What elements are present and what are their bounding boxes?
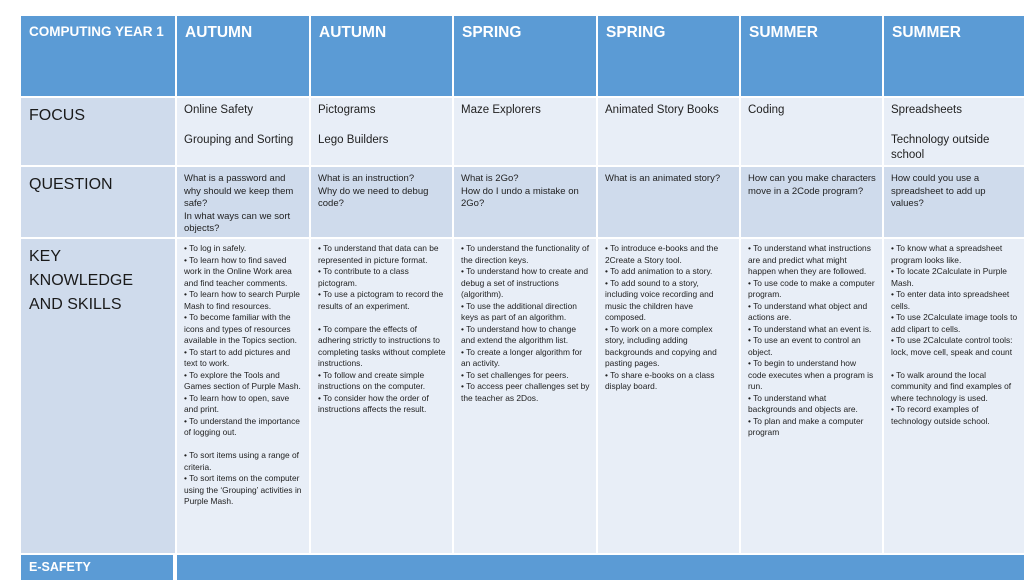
- term-heading: SUMMER: [884, 16, 1024, 96]
- cell-line: • To use 2Calculate control tools: lock, move cell, speak and count: [891, 335, 1013, 357]
- cell-line: • To learn how to search Purple Mash to find resources.: [184, 289, 300, 311]
- cell-line: • To understand the importance of logging out.: [184, 415, 300, 437]
- cell-line: • To access peer challenges set by the teacher as 2Dos.: [461, 381, 590, 403]
- line-spacer: [891, 358, 1019, 370]
- cell-line: • To consider how the order of instructions affects the result.: [318, 392, 429, 414]
- cell-line: What is an animated story?: [605, 173, 721, 184]
- knowledge-cell: [311, 239, 452, 553]
- cell-line: What is an instruction?: [318, 173, 415, 184]
- cell-line: Online Safety: [184, 104, 254, 116]
- knowledge-cell: [884, 239, 1024, 553]
- question-cell: [741, 167, 882, 237]
- cell-line: Coding: [748, 104, 785, 116]
- curriculum-table: [21, 16, 1018, 574]
- cell-line: • To log in safely.: [184, 243, 247, 253]
- cell-line: • To use the additional direction keys as part of an algorithm.: [461, 300, 577, 322]
- cell-line: • To understand what backgrounds and objects are.: [748, 392, 858, 414]
- cell-line: What is a password and why should we keep them safe?: [184, 173, 294, 210]
- focus-cell: [311, 98, 452, 165]
- cell-line: • To add animation to a story.: [605, 266, 713, 276]
- cell-line: • To explore the Tools and Games section of Purple Mash.: [184, 369, 301, 391]
- cell-line: • To sort items using a range of criteria.: [184, 450, 299, 472]
- cell-line: • To learn how to find saved work in the Online Work area and find teacher comments.: [184, 254, 292, 288]
- cell-line: • To enter data into spreadsheet cells.: [891, 289, 1010, 311]
- knowledge-cell: [741, 239, 882, 553]
- cell-line: • To understand how to create and debug a set of instructions (algorithm).: [461, 266, 589, 299]
- cell-line: Lego Builders: [318, 134, 389, 146]
- term-heading: SPRING: [598, 16, 739, 96]
- cell-line: • To create a longer algorithm for an activity.: [461, 346, 583, 368]
- focus-cell: [884, 98, 1024, 165]
- knowledge-cell: [598, 239, 739, 553]
- cell-line: Maze Explorers: [461, 104, 541, 116]
- line-spacer: [318, 312, 446, 324]
- cell-line: • To become familiar with the icons and types of resources available in the Topics section.: [184, 312, 297, 345]
- question-cell: [177, 167, 309, 237]
- corner-heading: COMPUTING YEAR 1: [21, 16, 175, 96]
- cell-line: How could you use a spreadsheet to add up values?: [891, 173, 986, 210]
- focus-cell: [177, 98, 309, 165]
- cell-line: • To follow and create simple instructions on the computer.: [318, 369, 426, 391]
- cell-line: • To walk around the local community and find examples of where technology is used.: [891, 369, 1012, 403]
- focus-cell: [741, 98, 882, 165]
- row-label-question: QUESTION: [21, 167, 175, 237]
- cell-line: • To plan and make a computer program: [748, 415, 864, 437]
- esafety-band: [177, 555, 1024, 580]
- question-cell: [884, 167, 1024, 237]
- cell-line: • To introduce e-books and the 2Create a Story tool.: [605, 243, 719, 265]
- question-cell: [311, 167, 452, 237]
- cell-line: • To use an event to control an object.: [748, 335, 861, 357]
- term-heading: AUTUMN: [311, 16, 452, 96]
- cell-line: Pictograms: [318, 104, 376, 116]
- question-cell: [454, 167, 596, 237]
- knowledge-cell: [454, 239, 596, 553]
- line-spacer: [184, 439, 303, 451]
- cell-line: What is 2Go?: [461, 173, 519, 184]
- question-cell: [598, 167, 739, 237]
- cell-line: • To learn how to open, save and print.: [184, 392, 290, 414]
- row-label-esafety: E-SAFETY: [21, 555, 175, 580]
- cell-line: Animated Story Books: [605, 104, 719, 116]
- cell-line: • To understand what instructions are and predict what might happen when they are followed.: [748, 243, 871, 276]
- cell-line: • To locate 2Calculate in Purple Mash.: [891, 266, 1007, 288]
- cell-line: • To begin to understand how code executes when a program is run.: [748, 358, 874, 391]
- cell-line: • To start to add pictures and text to work.: [184, 346, 291, 368]
- cell-line: Why do we need to debug code?: [318, 185, 429, 210]
- focus-cell: [598, 98, 739, 165]
- cell-line: Spreadsheets: [891, 104, 962, 116]
- row-label-knowledge: KEY KNOWLEDGE AND SKILLS: [21, 239, 175, 553]
- line-spacer: [318, 118, 446, 133]
- term-heading: SUMMER: [741, 16, 882, 96]
- knowledge-cell: [177, 239, 309, 553]
- cell-line: • To use 2Calculate image tools to add clipart to cells.: [891, 312, 1018, 334]
- focus-cell: [454, 98, 596, 165]
- cell-line: How do I undo a mistake on 2Go?: [461, 185, 579, 210]
- cell-line: • To know what a spreadsheet program looks like.: [891, 243, 1003, 265]
- cell-line: • To understand how to change and extend the algorithm list.: [461, 323, 576, 345]
- cell-line: • To use code to make a computer program.: [748, 277, 875, 299]
- cell-line: • To work on a more complex story, including adding backgrounds and copying and pasting pages.: [605, 323, 717, 368]
- cell-line: • To contribute to a class pictogram.: [318, 266, 409, 288]
- line-spacer: [891, 118, 1019, 133]
- term-heading: AUTUMN: [177, 16, 309, 96]
- line-spacer: [184, 118, 303, 133]
- cell-line: • To use a pictogram to record the results of an experiment.: [318, 289, 444, 311]
- cell-line: • To record examples of technology outside school.: [891, 404, 990, 426]
- cell-line: • To add sound to a story, including voice recording and music the children have composed.: [605, 277, 714, 322]
- cell-line: • To share e-books on a class display board.: [605, 369, 715, 391]
- cell-line: • To set challenges for peers.: [461, 369, 569, 380]
- cell-line: • To understand the functionality of the direction keys.: [461, 243, 590, 265]
- cell-line: • To understand what object and actions are.: [748, 300, 868, 322]
- cell-line: • To understand what an event is.: [748, 323, 872, 334]
- cell-line: • To compare the effects of adhering strictly to instructions to completing tasks without complete instructions.: [318, 323, 446, 368]
- cell-line: In what ways can we sort objects?: [184, 210, 291, 235]
- cell-line: • To understand that data can be represented in picture format.: [318, 243, 439, 265]
- cell-line: How can you make characters move in a 2Code program?: [748, 173, 876, 197]
- cell-line: Grouping and Sorting: [184, 134, 294, 146]
- cell-line: • To sort items on the computer using the ‘Grouping’ activities in Purple Mash.: [184, 473, 302, 506]
- cell-line: Technology outside school: [891, 134, 990, 161]
- term-heading: SPRING: [454, 16, 596, 96]
- row-label-focus: FOCUS: [21, 98, 175, 165]
